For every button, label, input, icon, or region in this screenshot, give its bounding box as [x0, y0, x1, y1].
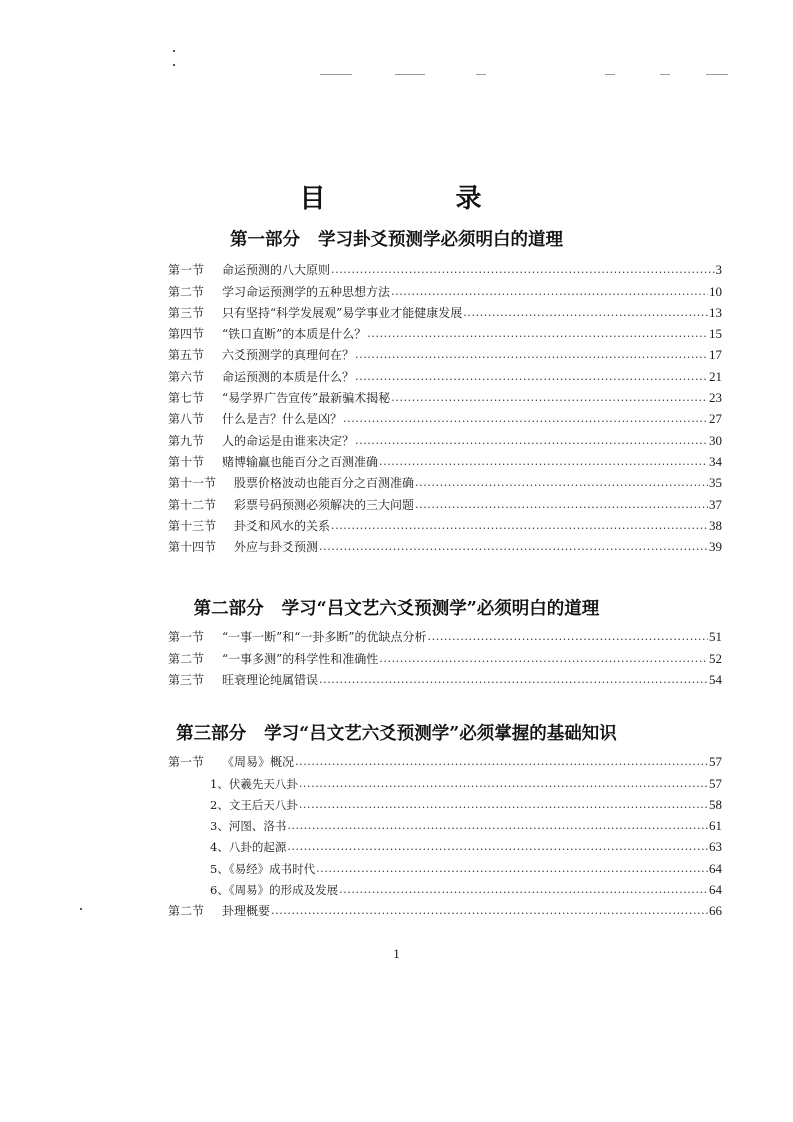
- page-ref: 23: [709, 390, 722, 406]
- section-title: 卦理概要: [222, 904, 271, 919]
- page-ref: 21: [709, 368, 722, 384]
- toc-entry[interactable]: [168, 256, 722, 277]
- section-title: “易学界广告宣传”最新骗术揭秘: [222, 391, 391, 406]
- toc-subentry[interactable]: [168, 812, 722, 833]
- section-title: 外应与卦爻预测: [234, 540, 319, 555]
- section-number: 第十节: [168, 454, 205, 469]
- page-ref: 57: [709, 754, 722, 770]
- toc-list-part-1: [168, 256, 722, 554]
- page-ref: 66: [709, 903, 722, 919]
- toc-entry[interactable]: [168, 320, 722, 341]
- section-title: 只有坚持“科学发展观”易学事业才能健康发展: [222, 305, 463, 320]
- toc-entry[interactable]: [168, 623, 722, 644]
- dot-leader: [319, 540, 708, 554]
- toc-subentry[interactable]: [168, 854, 722, 875]
- section-number: 第一节: [168, 630, 205, 645]
- page-ref: 58: [709, 796, 722, 812]
- part-heading-1: [0, 226, 793, 251]
- toc-subentry[interactable]: [168, 876, 722, 897]
- section-title: 旺衰理论纯属错误: [222, 672, 319, 687]
- section-title: “一事多测”的科学性和准确性: [222, 651, 379, 666]
- dot-leader: [319, 673, 708, 687]
- section-title: 六爻预测学的真理何在？: [222, 348, 355, 363]
- scan-line: [660, 74, 670, 75]
- page-ref: 39: [709, 539, 722, 555]
- toc-entry[interactable]: [168, 426, 722, 447]
- section-number: 第一节: [168, 263, 205, 278]
- section-title: 卦爻和风水的关系: [234, 518, 331, 533]
- section-number: 第二节: [168, 651, 205, 666]
- part-title: 学习“吕文艺六爻预测学”必须明白的道理: [281, 599, 600, 619]
- dot-leader: [331, 263, 714, 277]
- toc-entry[interactable]: [168, 490, 722, 511]
- page-ref: 35: [709, 475, 722, 491]
- dot-leader: [355, 348, 708, 362]
- subsection-title: 5、《易经》成书时代: [210, 861, 316, 876]
- section-number: 第一节: [168, 755, 205, 770]
- toc-entry[interactable]: [168, 277, 722, 298]
- part-title: 学习“吕文艺六爻预测学”必须掌握的基础知识: [264, 724, 617, 744]
- section-number: 第九节: [168, 433, 205, 448]
- toc-entry[interactable]: [168, 533, 722, 554]
- page-ref: 54: [709, 671, 722, 687]
- page-ref: 64: [709, 882, 722, 898]
- page-ref: 27: [709, 411, 722, 427]
- toc-subentry[interactable]: [168, 791, 722, 812]
- page-ref: 3: [715, 262, 722, 278]
- page-ref: 64: [709, 860, 722, 876]
- section-number: 第五节: [168, 348, 205, 363]
- dot-leader: [339, 883, 708, 897]
- toc-entry[interactable]: [168, 299, 722, 320]
- dot-leader: [379, 455, 708, 469]
- part-heading-3: [0, 720, 793, 745]
- section-title: “铁口直断”的本质是什么？: [222, 327, 367, 342]
- section-title: 人的命运是由谁来决定？: [222, 433, 355, 448]
- section-number: 第十四节: [168, 540, 217, 555]
- page-ref: 61: [709, 818, 722, 834]
- part-number: 第二部分: [193, 599, 264, 619]
- toc-entry[interactable]: [168, 405, 722, 426]
- toc-entry[interactable]: [168, 512, 722, 533]
- part-number: 第一部分: [230, 230, 300, 250]
- scan-speck: [80, 908, 82, 910]
- dot-leader: [331, 519, 708, 533]
- page-ref: 30: [709, 432, 722, 448]
- toc-list-part-2: [168, 623, 722, 687]
- dot-leader: [271, 904, 708, 918]
- dot-leader: [463, 306, 708, 320]
- dot-leader: [287, 819, 708, 833]
- subsection-title: 1、伏羲先天八卦: [210, 776, 298, 791]
- subsection-title: 2、文王后天八卦: [210, 797, 298, 812]
- section-title: 赌博输赢也能百分之百测准确: [222, 454, 379, 469]
- page-ref: 37: [709, 496, 722, 512]
- scan-line: [706, 74, 728, 75]
- page-ref: 10: [709, 283, 722, 299]
- scan-line: [320, 74, 352, 75]
- scan-line: [476, 74, 486, 75]
- dot-leader: [316, 862, 708, 876]
- dot-leader: [391, 285, 708, 299]
- dot-leader: [295, 755, 708, 769]
- dot-leader: [391, 391, 708, 405]
- section-title: 彩票号码预测必须解决的三大问题: [234, 497, 415, 512]
- toc-entry[interactable]: [168, 448, 722, 469]
- section-number: 第六节: [168, 369, 205, 384]
- section-title: “一事一断”和“一卦多断”的优缺点分析: [222, 630, 427, 645]
- section-title: 命运预测的本质是什么？: [222, 369, 355, 384]
- section-number: 第三节: [168, 305, 205, 320]
- page-ref: 51: [709, 629, 722, 645]
- section-number: 第十三节: [168, 518, 217, 533]
- dot-leader: [287, 840, 708, 854]
- scan-line: [395, 74, 425, 75]
- dot-leader: [299, 777, 708, 791]
- section-title: 《周易》概况: [222, 755, 295, 770]
- page-ref: 63: [709, 839, 722, 855]
- page-ref: 38: [709, 517, 722, 533]
- toc-entry[interactable]: [168, 469, 722, 490]
- subsection-title: 6、《周易》的形成及发展: [210, 883, 339, 898]
- toc-entry[interactable]: [168, 341, 722, 362]
- toc-list-part-3: [168, 748, 722, 918]
- dot-leader: [415, 476, 708, 490]
- page-ref: 15: [709, 326, 722, 342]
- subsection-title: 3、河图、洛书: [210, 819, 287, 834]
- toc-entry[interactable]: [168, 384, 722, 405]
- section-number: 第八节: [168, 412, 205, 427]
- section-number: 第二节: [168, 284, 205, 299]
- section-number: 第二节: [168, 904, 205, 919]
- dot-leader: [355, 370, 708, 384]
- toc-entry[interactable]: [168, 666, 722, 687]
- dot-leader: [415, 498, 708, 512]
- dot-leader: [355, 434, 708, 448]
- toc-entry[interactable]: [168, 748, 722, 769]
- scan-speck: [173, 50, 175, 52]
- section-number: 第十二节: [168, 497, 217, 512]
- toc-entry[interactable]: [168, 897, 722, 918]
- page-number: 1: [393, 946, 400, 961]
- section-title: 股票价格波动也能百分之百测准确: [234, 476, 415, 491]
- page-ref: 57: [709, 775, 722, 791]
- section-number: 第七节: [168, 391, 205, 406]
- toc-entry[interactable]: [168, 644, 722, 665]
- section-number: 第四节: [168, 327, 205, 342]
- dot-leader: [367, 327, 708, 341]
- page-ref: 34: [709, 453, 722, 469]
- section-number: 第十一节: [168, 476, 217, 491]
- page-ref: 13: [709, 304, 722, 320]
- dot-leader: [299, 798, 708, 812]
- toc-subentry[interactable]: [168, 769, 722, 790]
- scan-speck: [173, 64, 175, 66]
- section-title: 学习命运预测学的五种思想方法: [222, 284, 391, 299]
- page-title: 目 录: [299, 184, 534, 214]
- toc-subentry[interactable]: [168, 833, 722, 854]
- page-ref: 52: [709, 650, 722, 666]
- section-title: 命运预测的八大原则: [222, 263, 331, 278]
- part-title: 学习卦爻预测学必须明白的道理: [318, 230, 563, 250]
- toc-entry[interactable]: [168, 362, 722, 383]
- dot-leader: [379, 652, 708, 666]
- section-title: 什么是吉？什么是凶？: [222, 412, 343, 427]
- section-number: 第三节: [168, 672, 205, 687]
- dot-leader: [428, 630, 708, 644]
- subsection-title: 4、八卦的起源: [210, 840, 287, 855]
- part-number: 第三部分: [176, 724, 247, 744]
- page-ref: 17: [709, 347, 722, 363]
- dot-leader: [343, 412, 708, 426]
- part-heading-2: [0, 595, 793, 620]
- scan-line: [605, 74, 615, 75]
